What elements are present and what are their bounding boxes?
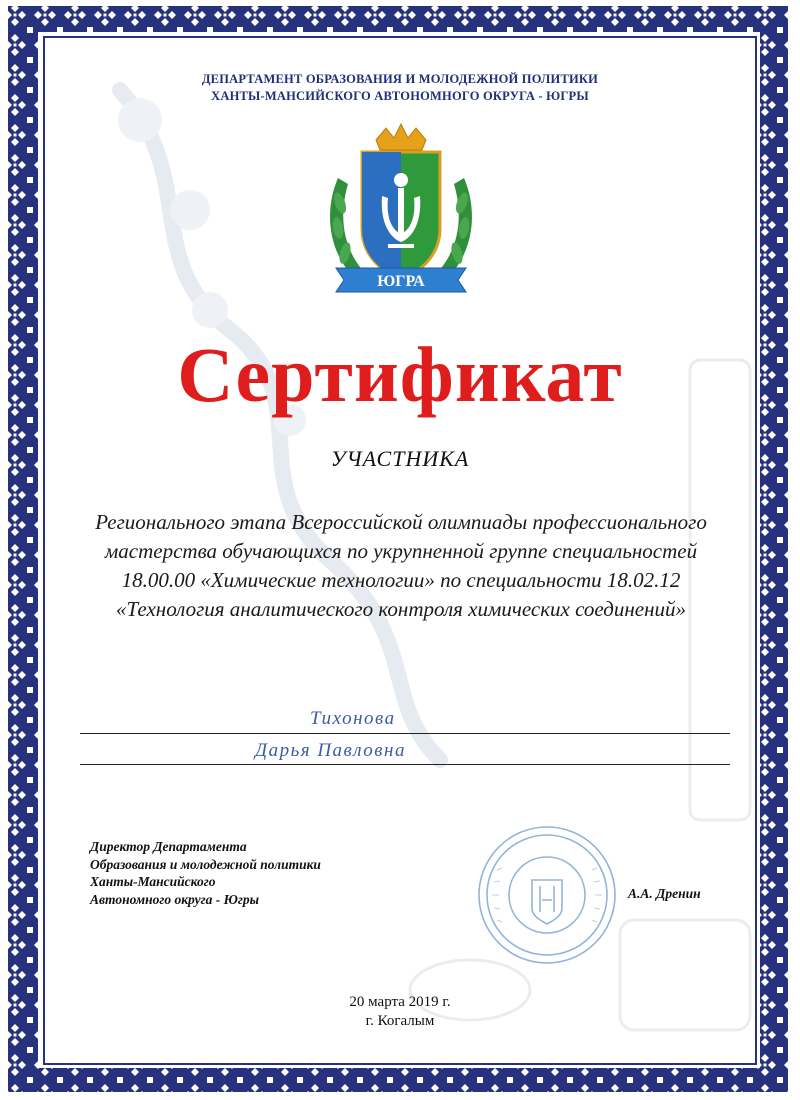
- header-line-1: ДЕПАРТАМЕНТ ОБРАЗОВАНИЯ И МОЛОДЕЖНОЙ ПОЛИТИКИ: [201, 72, 599, 86]
- recipient-name: Дарья Павловна: [255, 740, 406, 761]
- signature-position-line: Автономного округа - Югры: [90, 891, 259, 907]
- issue-date: 20 марта 2019 г.: [349, 994, 451, 1010]
- recipient-surname-line: [80, 733, 730, 734]
- signer-name: А.А. Дренин: [628, 886, 701, 901]
- certificate-title: Сертификат: [177, 331, 623, 418]
- header-line-2: ХАНТЫ-МАНСИЙСКОГО АВТОНОМНОГО ОКРУГА - ЮГРЫ: [211, 89, 589, 103]
- signature-position-line: Образования и молодежной политики: [90, 856, 321, 872]
- recipient-name-line: [80, 764, 730, 765]
- certificate-subtitle: УЧАСТНИКА: [330, 446, 470, 471]
- official-stamp: [472, 820, 622, 970]
- svg-text:ЮГРА: ЮГРА: [377, 273, 425, 290]
- issue-city: г. Когалым: [365, 1013, 435, 1029]
- certificate-description: Регионального этапа Всероссийской олимпиады профессионального мастерства обучающихся по укрупненной группе специальностей 18.00.00 «Химические технологии» по специальности 18.02.12 «Технология аналитического контроля химических соединений»: [95, 510, 707, 621]
- signature-position: [90, 838, 321, 908]
- coat-of-arms-emblem: [318, 118, 484, 308]
- signature-position-line: Директор Департамента: [90, 839, 247, 854]
- signature-position-line: Ханты-Мансийского: [90, 874, 216, 889]
- recipient-surname: Тихонова: [310, 708, 396, 729]
